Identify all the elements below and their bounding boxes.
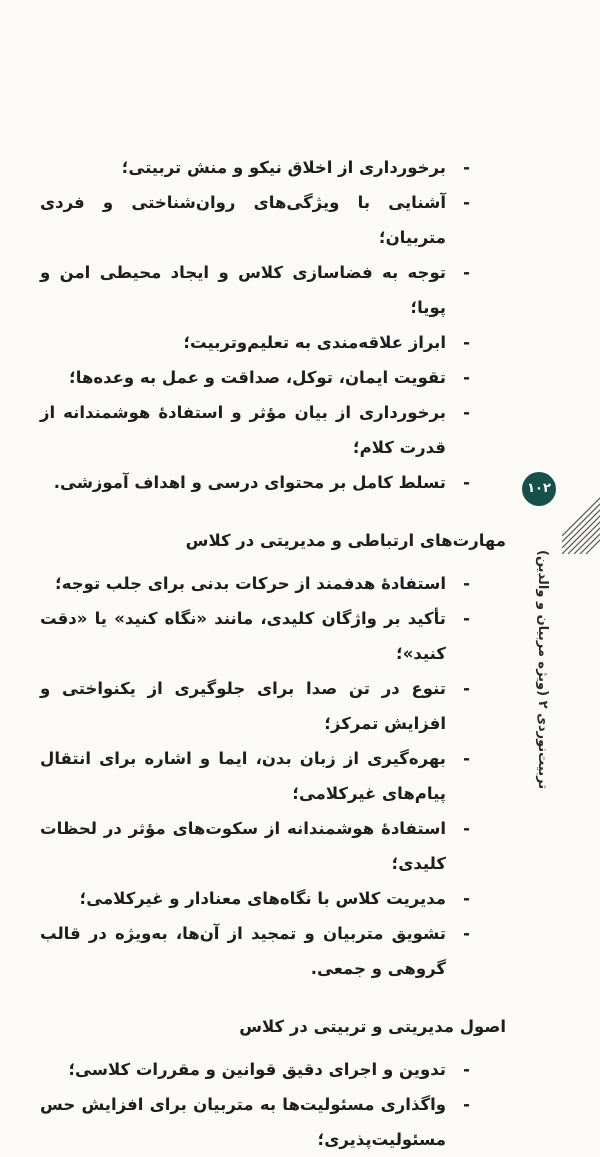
list-item: - تشویق متربیان و تمجید از آن‌ها، به‌ویژه در قالب گروهی و جمعی. xyxy=(40,916,470,986)
list-item: - بهره‌گیری از زبان بدن، ایما و اشاره برای انتقال پیام‌های غیرکلامی؛ xyxy=(40,741,470,811)
communication-list xyxy=(40,566,470,986)
list-item: - تقویت ایمان، توکل، صداقت و عمل به وعده‌ها؛ xyxy=(40,360,470,395)
list-item: - برخورداری از بیان مؤثر و استفادهٔ هوشمندانه از قدرت کلام؛ xyxy=(40,395,470,465)
page-body xyxy=(40,150,506,1157)
running-title: تربیت‌نوردی ۲ (ویژه مربیان و والدین) xyxy=(535,549,550,789)
list-item: - تأکید بر واژگان کلیدی، مانند «نگاه کنید» یا «دقت کنید»؛ xyxy=(40,601,470,671)
list-item: - برخورداری از اخلاق نیکو و منش تربیتی؛ xyxy=(40,150,470,185)
principles-list xyxy=(40,1052,470,1157)
list-item: - تسلط کامل بر محتوای درسی و اهداف آموزشی. xyxy=(40,465,470,500)
list-item: - استفادهٔ هدفمند از حرکات بدنی برای جلب توجه؛ xyxy=(40,566,470,601)
intro-list xyxy=(40,150,470,500)
list-item: - آشنایی با ویژگی‌های روان‌شناختی و فردی متربیان؛ xyxy=(40,185,470,255)
list-item: - تنوع در تن صدا برای جلوگیری از یکنواختی و افزایش تمرکز؛ xyxy=(40,671,470,741)
section-heading-principles: اصول مدیریتی و تربیتی در کلاس xyxy=(239,1017,506,1036)
list-item: - توجه به فضاسازی کلاس و ایجاد محیطی امن و پویا؛ xyxy=(40,255,470,325)
hatch-decoration-icon xyxy=(562,494,600,554)
list-item: - ابراز علاقه‌مندی به تعلیم‌وتربیت؛ xyxy=(40,325,470,360)
page-number-badge: ۱۰۲ xyxy=(522,472,556,506)
list-item: - تدوین و اجرای دقیق قوانین و مقررات کلاسی؛ xyxy=(40,1052,470,1087)
list-item: - استفادهٔ هوشمندانه از سکوت‌های مؤثر در لحظات کلیدی؛ xyxy=(40,811,470,881)
list-item: - واگذاری مسئولیت‌ها به متربیان برای افزایش حس مسئولیت‌پذیری؛ xyxy=(40,1087,470,1157)
section-heading-communication: مهارت‌های ارتباطی و مدیریتی در کلاس xyxy=(185,531,506,550)
list-item: - مدیریت کلاس با نگاه‌های معنادار و غیرکلامی؛ xyxy=(40,881,470,916)
page-margin xyxy=(510,464,600,794)
